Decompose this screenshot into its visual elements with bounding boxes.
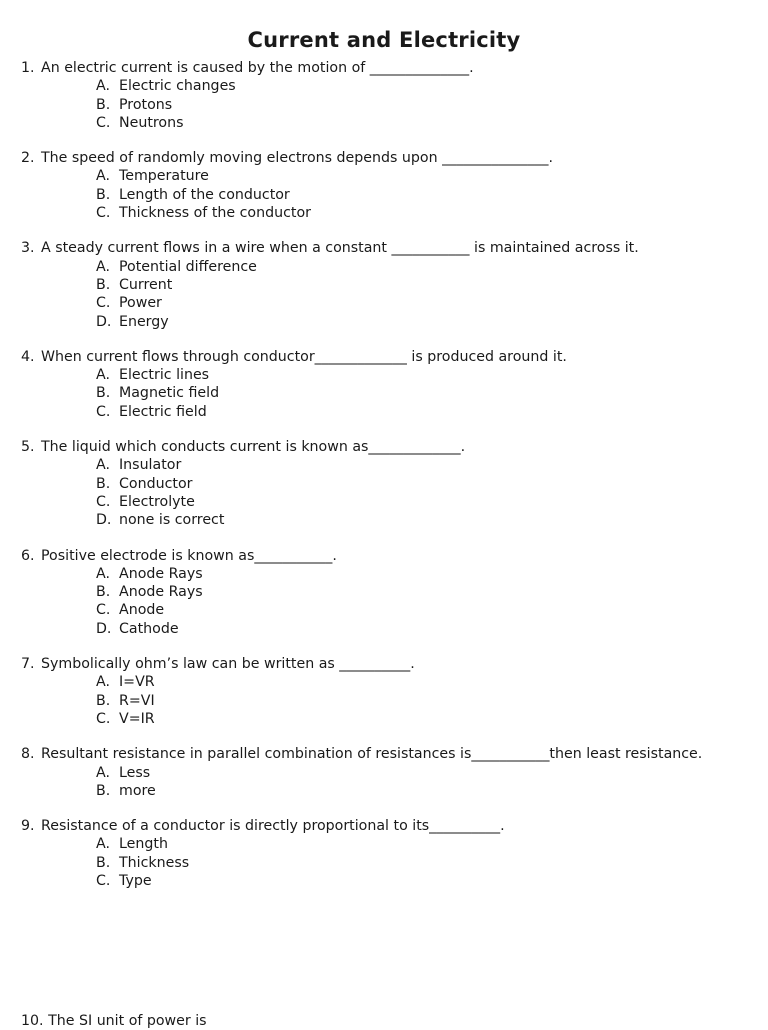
option-text: more [119, 782, 156, 799]
option-list [21, 456, 751, 529]
option-item [96, 493, 751, 511]
option-item [96, 276, 751, 294]
option-text: Less [119, 764, 151, 781]
option-text: none is correct [119, 512, 225, 529]
option-text: Type [119, 872, 152, 889]
question-stem [21, 655, 751, 673]
question-7 [21, 655, 751, 728]
option-text: Conductor [119, 475, 193, 492]
option-list [21, 366, 751, 421]
option-letter: B. [96, 276, 111, 293]
question-10 [21, 1012, 207, 1030]
option-letter: C. [96, 602, 111, 619]
option-letter: D. [96, 512, 112, 529]
option-text: Thickness [119, 854, 190, 871]
option-text: V=IR [119, 710, 155, 727]
option-item [96, 456, 751, 474]
option-text: Temperature [119, 168, 209, 185]
question-stem [21, 438, 751, 456]
option-letter: C. [96, 403, 111, 420]
option-list [21, 764, 751, 801]
option-letter: B. [96, 475, 111, 492]
question-text: Resistance of a conductor is directly proportional to its__________. [41, 818, 505, 835]
option-item [96, 710, 751, 728]
option-letter: A. [96, 367, 110, 384]
option-item [96, 764, 751, 782]
option-list [21, 673, 751, 728]
question-number: 4. [21, 348, 35, 365]
option-text: Electric lines [119, 367, 210, 384]
question-text: Symbolically ohm’s law can be written as __________. [41, 656, 415, 673]
question-text: Resultant resistance in parallel combination of resistances is___________then least resistance. [41, 746, 703, 763]
option-item [96, 204, 751, 222]
question-number: 6. [21, 547, 35, 564]
option-text: Current [119, 276, 173, 293]
question-8 [21, 745, 751, 800]
question-2 [21, 149, 751, 222]
option-text: Magnetic field [119, 385, 220, 402]
option-text: Electric field [119, 403, 207, 420]
question-number: 1. [21, 60, 35, 76]
option-text: Electrolyte [119, 493, 195, 510]
option-text: I=VR [119, 674, 155, 691]
option-item [96, 403, 751, 421]
question-text: A steady current flows in a wire when a constant ___________ is maintained across it. [41, 240, 639, 257]
question-3 [21, 239, 751, 330]
option-text: R=VI [119, 692, 155, 709]
question-1 [21, 59, 751, 132]
option-text: Length [119, 836, 168, 853]
option-item [96, 565, 751, 583]
question-stem [21, 745, 751, 763]
option-letter: B. [96, 584, 111, 601]
option-item [96, 96, 751, 114]
option-item [96, 366, 751, 384]
option-item [96, 294, 751, 312]
question-stem [21, 59, 751, 77]
question-list [21, 59, 751, 907]
option-item [96, 872, 751, 890]
option-text: Anode Rays [119, 584, 203, 601]
question-number: 10. [21, 1013, 44, 1029]
option-letter: C. [96, 295, 111, 312]
option-letter: A. [96, 78, 110, 95]
option-letter: B. [96, 782, 111, 799]
option-item [96, 601, 751, 619]
question-9 [21, 817, 751, 890]
question-text: The speed of randomly moving electrons depends upon _______________. [41, 150, 553, 167]
option-item [96, 835, 751, 853]
option-letter: D. [96, 313, 112, 330]
question-4 [21, 348, 751, 421]
option-list [21, 565, 751, 638]
option-letter: A. [96, 457, 110, 474]
question-text: The liquid which conducts current is known as_____________. [41, 439, 466, 456]
option-letter: A. [96, 836, 110, 853]
option-list [21, 835, 751, 890]
question-number: 5. [21, 439, 35, 456]
question-stem [21, 239, 751, 257]
option-letter: D. [96, 620, 112, 637]
option-text: Electric changes [119, 78, 236, 95]
option-text: Anode [119, 602, 165, 619]
option-letter: A. [96, 565, 110, 582]
option-letter: C. [96, 872, 111, 889]
option-text: Insulator [119, 457, 182, 474]
question-text: When current flows through conductor_____________ is produced around it. [41, 348, 567, 365]
option-letter: C. [96, 493, 111, 510]
option-item [96, 854, 751, 872]
option-item [96, 673, 751, 691]
option-letter: A. [96, 258, 110, 275]
option-letter: C. [96, 710, 111, 727]
option-letter: B. [96, 186, 111, 203]
option-item [96, 475, 751, 493]
option-text: Neutrons [119, 114, 184, 131]
option-item [96, 511, 751, 529]
option-item [96, 692, 751, 710]
option-text: Power [119, 295, 162, 312]
option-item [96, 313, 751, 331]
question-number: 2. [21, 150, 35, 167]
question-text: An electric current is caused by the motion of ______________. [41, 60, 474, 76]
option-letter: B. [96, 385, 111, 402]
option-list [21, 77, 751, 132]
question-number: 3. [21, 240, 35, 257]
question-text: Positive electrode is known as___________. [41, 547, 337, 564]
option-list [21, 167, 751, 222]
option-item [96, 186, 751, 204]
question-stem [21, 348, 751, 366]
option-text: Cathode [119, 620, 179, 637]
option-item [96, 258, 751, 276]
option-letter: C. [96, 205, 111, 222]
option-item [96, 167, 751, 185]
option-letter: A. [96, 168, 110, 185]
option-letter: A. [96, 764, 110, 781]
option-item [96, 782, 751, 800]
option-item [96, 583, 751, 601]
question-text: The SI unit of power is [48, 1013, 207, 1029]
option-letter: A. [96, 674, 110, 691]
question-stem [21, 547, 751, 565]
option-text: Anode Rays [119, 565, 203, 582]
question-6 [21, 547, 751, 638]
option-text: Length of the conductor [119, 186, 290, 203]
option-text: Thickness of the conductor [119, 205, 311, 222]
option-item [96, 77, 751, 95]
option-text: Energy [119, 313, 169, 330]
option-item [96, 384, 751, 402]
option-letter: B. [96, 854, 111, 871]
page-title: Current and Electricity [247, 28, 521, 53]
question-number: 8. [21, 746, 35, 763]
option-list [21, 258, 751, 331]
question-5 [21, 438, 751, 529]
question-stem [21, 149, 751, 167]
option-item [96, 620, 751, 638]
question-number: 9. [21, 818, 35, 835]
option-text: Protons [119, 96, 173, 113]
option-item [96, 114, 751, 132]
option-letter: B. [96, 96, 111, 113]
option-letter: C. [96, 114, 111, 131]
question-number: 7. [21, 656, 35, 673]
option-text: Potential difference [119, 258, 257, 275]
question-stem [21, 817, 751, 835]
option-letter: B. [96, 692, 111, 709]
